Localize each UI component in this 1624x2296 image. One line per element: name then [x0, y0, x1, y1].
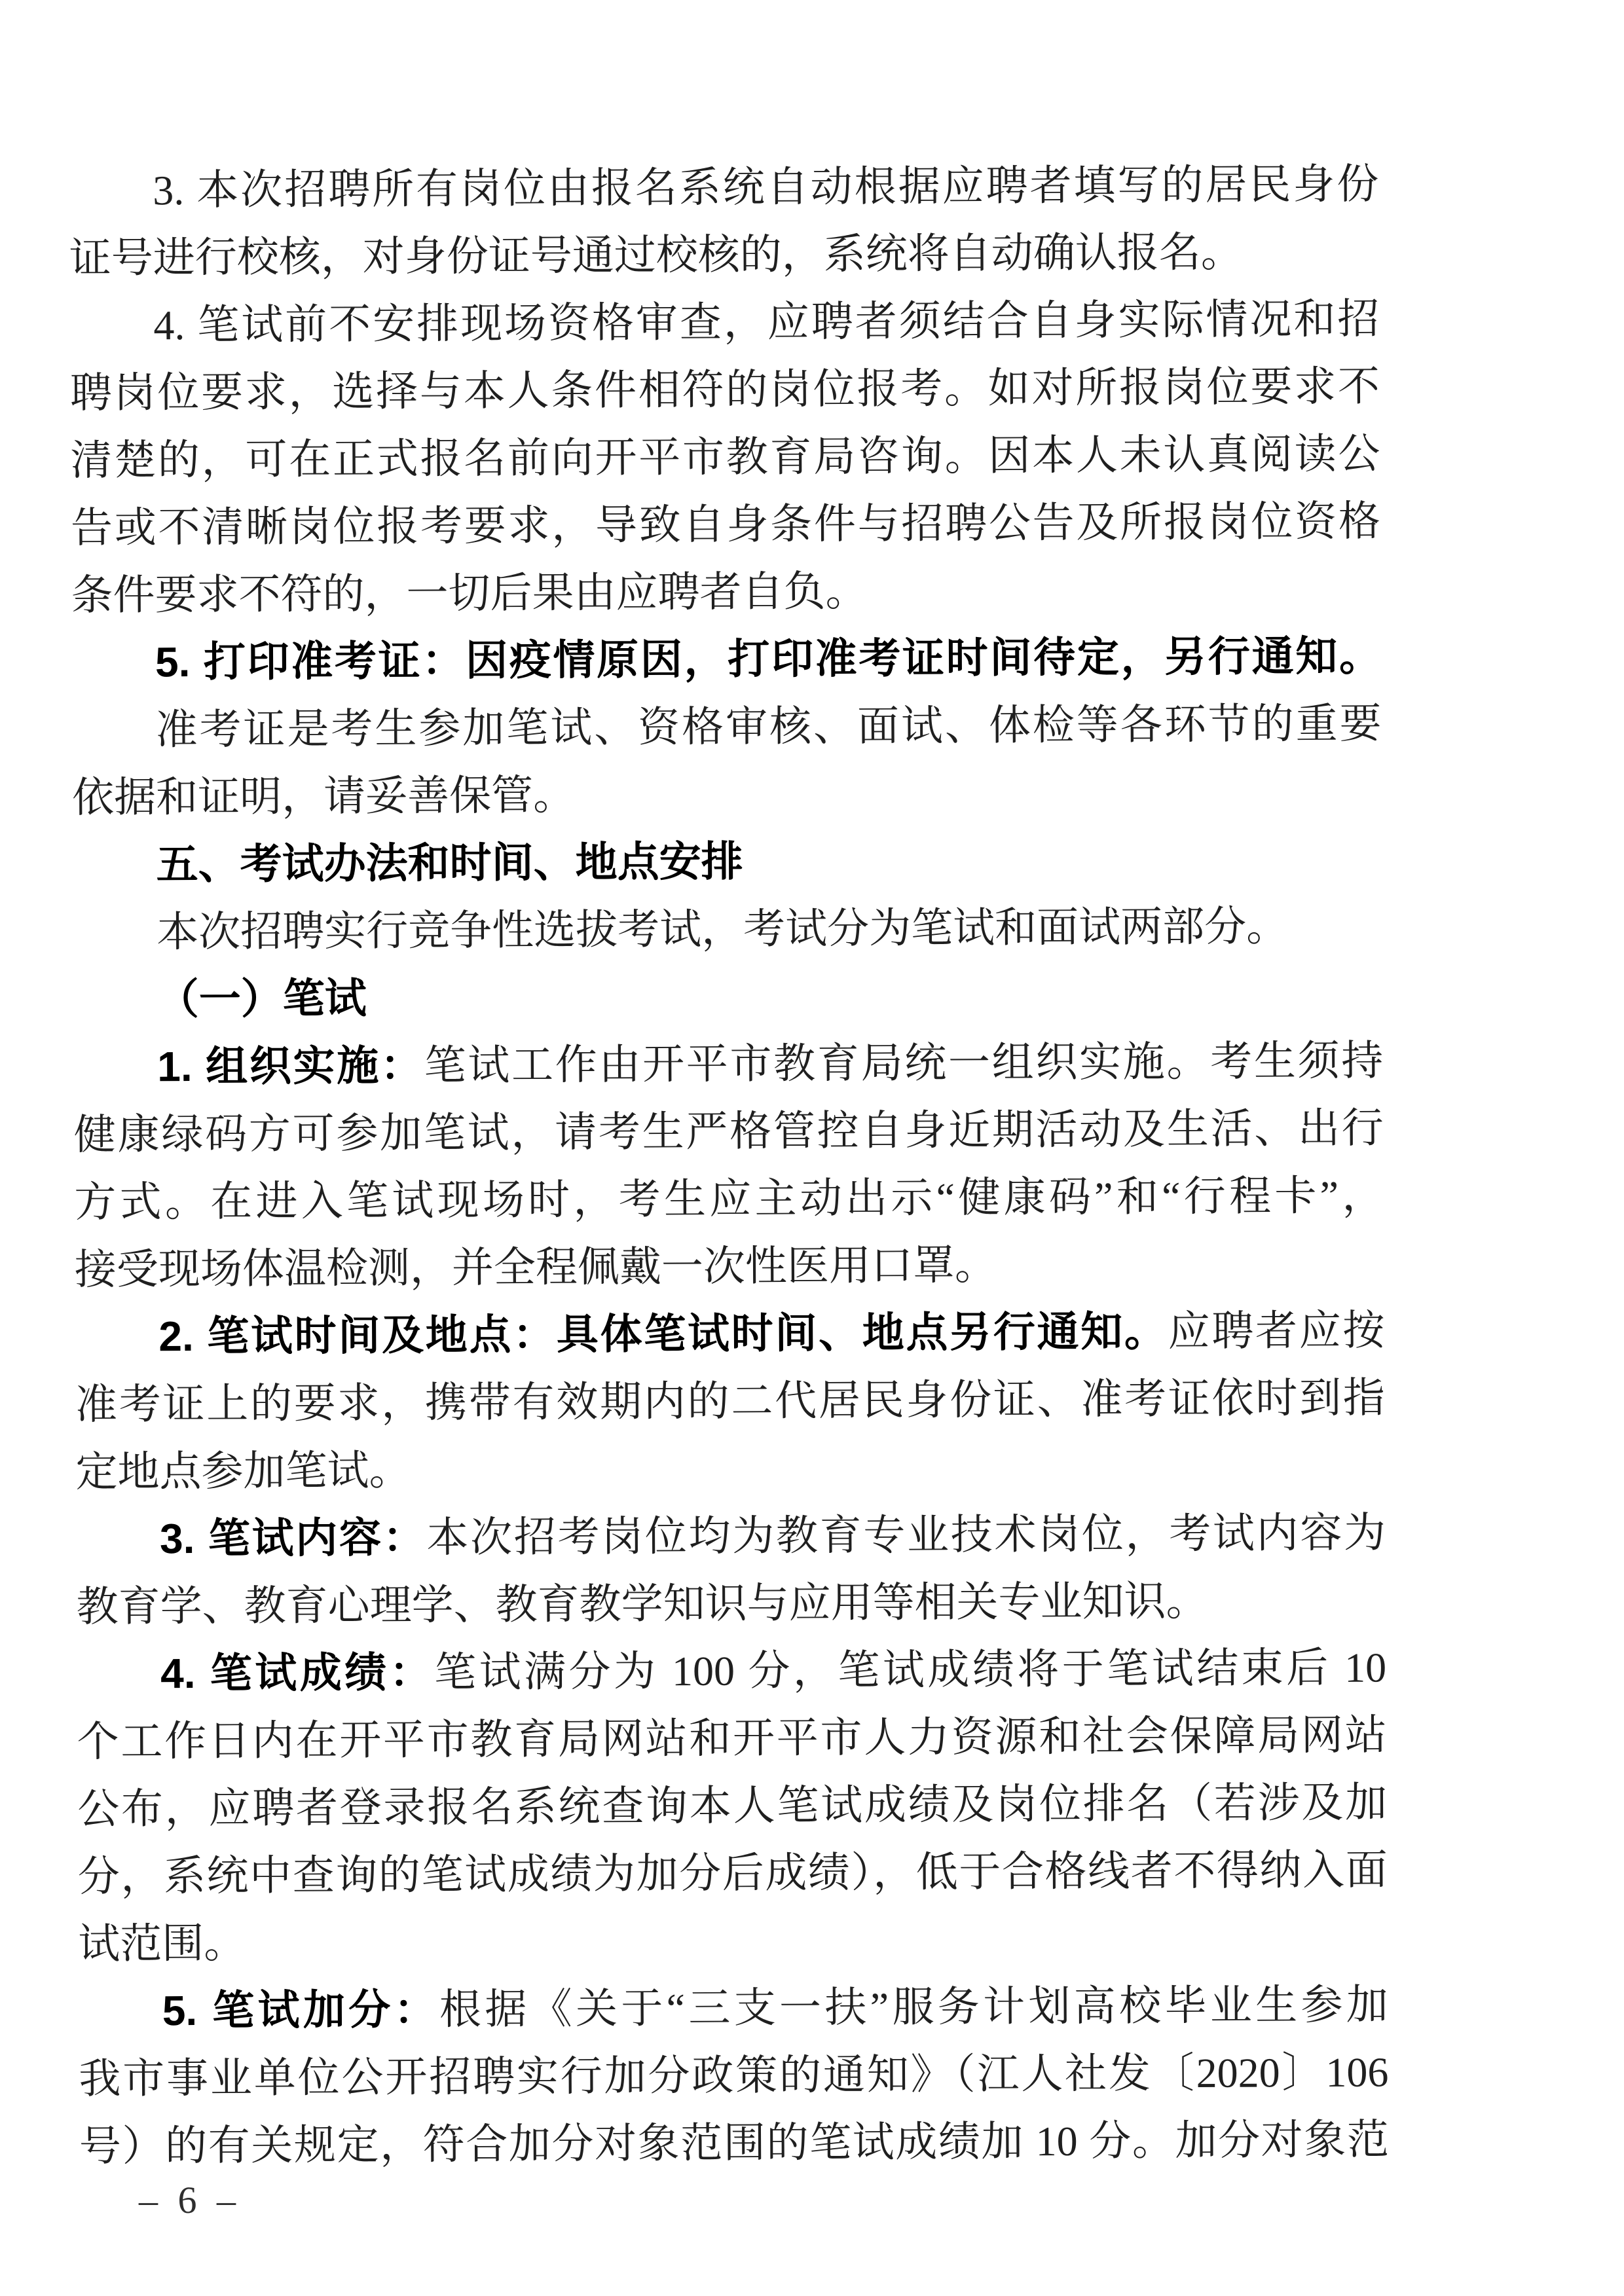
- text-run: 健康绿码方可参加笔试，请考生严格管控自身近期活动及生活、出行: [73, 1104, 1384, 1158]
- text-line: [79, 1971, 1389, 2045]
- text-line: [74, 1162, 1384, 1236]
- bold-text-run: 5. 打印准考证：因疫情原因，打印准考证时间待定，另行通知。: [155, 632, 1382, 686]
- text-run: 分，系统中查询的笔试成绩为加分后成绩），低于合格线者不得纳入面: [77, 1846, 1388, 1900]
- text-run: 准考证上的要求，携带有效期内的二代居民身份证、准考证依时到指: [75, 1374, 1386, 1428]
- text-run: 定地点参加笔试。: [75, 1447, 411, 1495]
- text-line: [69, 285, 1380, 359]
- text-line: [70, 353, 1380, 427]
- text-run: 方式。在进入笔试现场时，考生应主动出示“健康码”和“行程卡”，: [74, 1172, 1384, 1226]
- text-run: 3. 本次招聘所有岗位由报名系统自动根据应聘者填写的居民身份: [153, 160, 1379, 214]
- document-body: [69, 151, 1389, 2180]
- text-line: [77, 1836, 1388, 1910]
- text-line: [71, 488, 1381, 562]
- text-run: 笔试工作由开平市教育局统一组织实施。考生须持: [424, 1037, 1384, 1089]
- text-run: 教育学、教育心理学、教育教学知识与应用等相关专业知识。: [76, 1577, 1208, 1630]
- text-line: [72, 757, 1382, 831]
- text-run: 告或不清晰岗位报考要求，导致自身条件与招聘公告及所报岗位资格: [70, 498, 1381, 551]
- text-line: [77, 1768, 1388, 1842]
- text-run: 根据《关于“三支一扶”服务计划高校毕业生参加: [439, 1981, 1389, 2033]
- text-line: [70, 420, 1380, 494]
- bold-text-run: 4. 笔试成绩：: [160, 1649, 435, 1698]
- bold-text-run: 1. 组织实施：: [157, 1042, 424, 1091]
- text-line: [69, 218, 1380, 292]
- text-run: 应聘者应按: [1168, 1307, 1385, 1355]
- bold-text-run: 3. 笔试内容：: [159, 1514, 427, 1563]
- text-line: [78, 1903, 1388, 1977]
- text-line: [79, 2038, 1389, 2112]
- text-run: 4. 笔试前不安排现场资格审查，应聘者须结合自身实际情况和招: [153, 295, 1380, 349]
- text-run: 本次招聘实行竞争性选拔考试，考试分为笔试和面试两部分。: [157, 903, 1289, 956]
- text-run: 公布，应聘者登录报名系统查询本人笔试成绩及岗位排名（若涉及加: [77, 1779, 1388, 1832]
- bold-text-run: 五、考试办法和时间、地点安排: [156, 837, 743, 888]
- text-run: 依据和证明，请妥善保管。: [71, 771, 576, 821]
- text-run: 清楚的，可在正式报名前向开平市教育局咨询。因本人未认真阅读公: [70, 430, 1380, 484]
- text-line: [73, 1027, 1384, 1101]
- text-run: 本次招考岗位均为教育专业技术岗位，考试内容为: [426, 1509, 1386, 1561]
- text-run: 笔试满分为 100 分，笔试成绩将于笔试结束后 10: [434, 1644, 1387, 1696]
- text-run: 接受现场体温检测，并全程佩戴一次性医用口罩。: [74, 1241, 997, 1293]
- text-run: 准考证是考生参加笔试、资格审核、面试、体检等各环节的重要: [155, 700, 1382, 754]
- text-line: [71, 555, 1381, 629]
- text-line: [75, 1432, 1386, 1506]
- text-run: 我市事业单位公开招聘实行加分政策的通知》（江人社发〔2020〕106: [79, 2049, 1389, 2102]
- text-run: 个工作日内在开平市教育局网站和开平市人力资源和社会保障局网站: [77, 1711, 1387, 1765]
- bold-text-run: （一）笔试: [157, 974, 367, 1023]
- text-line: [79, 2105, 1390, 2179]
- text-line: [75, 1364, 1386, 1438]
- bold-text-run: 5. 笔试加分：: [162, 1986, 440, 2035]
- text-line: [73, 960, 1383, 1034]
- text-line: [69, 151, 1379, 225]
- text-line: [71, 690, 1382, 764]
- text-line: [75, 1230, 1385, 1303]
- text-line: [73, 892, 1383, 966]
- text-line: [75, 1297, 1385, 1371]
- bold-text-run: 2. 笔试时间及地点：具体笔试时间、地点另行通知。: [158, 1307, 1168, 1360]
- text-run: 号）的有关规定，符合加分对象范围的笔试成绩加 10 分。加分对象范: [79, 2116, 1390, 2170]
- text-line: [76, 1499, 1386, 1573]
- text-run: 条件要求不符的，一切后果由应聘者自负。: [71, 568, 868, 619]
- page-number: – 6 –: [139, 2179, 241, 2221]
- text-line: [76, 1566, 1386, 1640]
- text-line: [77, 1633, 1387, 1707]
- text-run: 试范围。: [78, 1920, 246, 1967]
- text-line: [72, 825, 1382, 899]
- text-run: 聘岗位要求，选择与本人条件相符的岗位报考。如对所报岗位要求不: [69, 363, 1380, 416]
- text-line: [77, 1701, 1387, 1775]
- text-line: [74, 1095, 1384, 1169]
- text-line: [71, 623, 1382, 697]
- text-run: 证号进行校核，对身份证号通过校核的，系统将自动确认报名。: [69, 228, 1243, 282]
